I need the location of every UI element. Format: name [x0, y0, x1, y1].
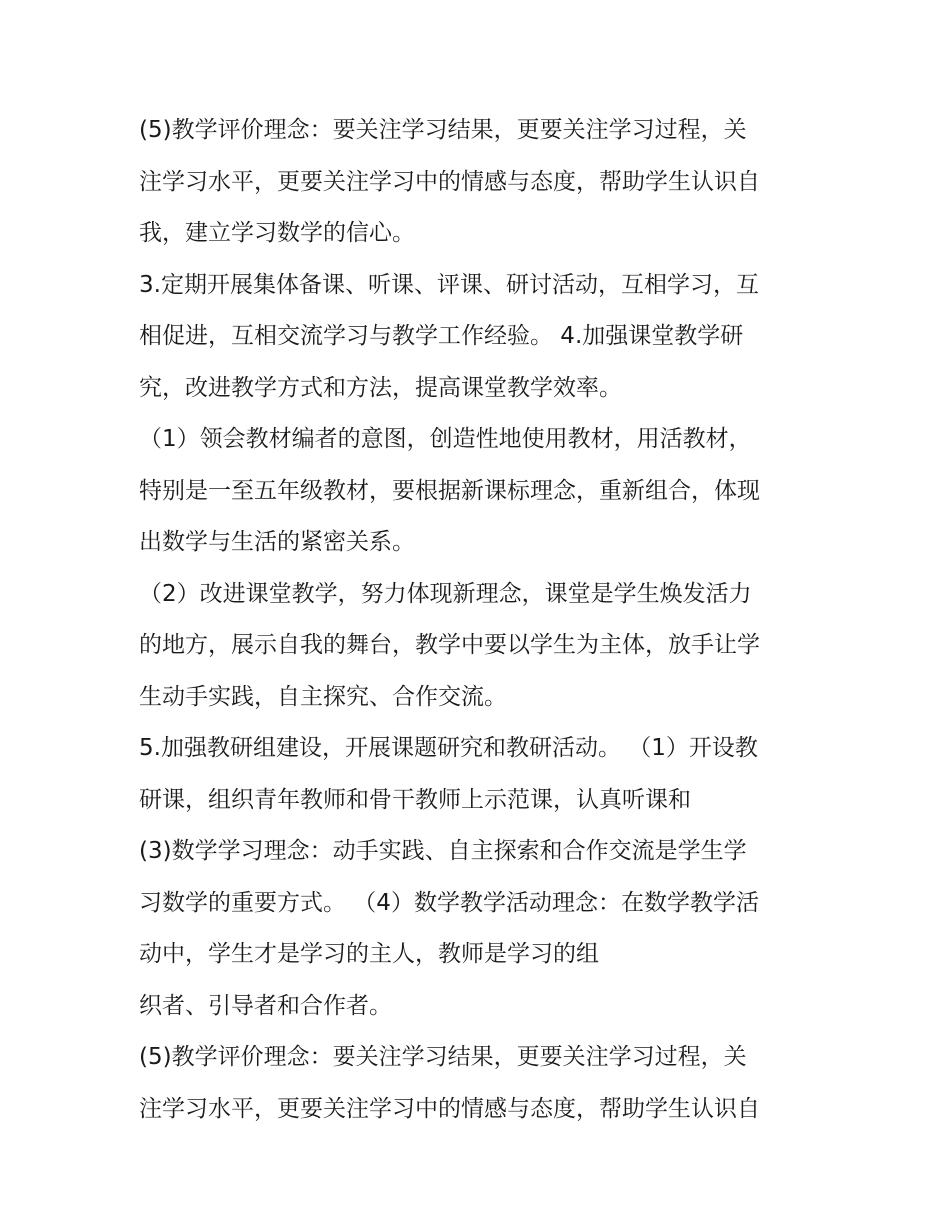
text-line: 注学习水平，更要关注学习中的情感与态度，帮助学生认识自 — [139, 1095, 760, 1122]
text-line: （1）领会教材编者的意图，创造性地使用教材，用活教材， — [139, 426, 752, 452]
text-line: 相促进，互相交流学习与教学工作经验。 4.加强课堂教学研 — [139, 323, 744, 349]
text-line: 5.加强教研组建设，开展课题研究和教研活动。 （1）开设教 — [139, 735, 758, 761]
text-line: (5)教学评价理念：要关注学习结果，更要关注学习过程，关 — [139, 1044, 747, 1070]
text-line: 动中，学生才是学习的主人，教师是学习的组 — [139, 941, 599, 967]
text-line: 究，改进教学方式和方法，提高课堂教学效率。 — [139, 374, 622, 401]
text-line: 出数学与生活的紧密关系。 — [139, 529, 415, 555]
text-line: 的地方，展示自我的舞台，教学中要以学生为主体，放手让学 — [139, 632, 760, 658]
text-line: 研课，组织青年教师和骨干教师上示范课，认真听课和 — [139, 786, 691, 813]
text-line: 习数学的重要方式。 （4）数学教学活动理念：在数学教学活 — [139, 889, 759, 916]
document-body — [139, 105, 839, 1135]
text-line: 生动手实践，自主探究、合作交流。 — [139, 683, 507, 710]
text-line: 织者、引导者和合作者。 — [139, 992, 392, 1019]
text-line: (5)教学评价理念：要关注学习结果，更要关注学习过程，关 — [139, 117, 747, 143]
text-line: 3.定期开展集体备课、听课、评课、研讨活动，互相学习，互 — [139, 271, 759, 298]
text-line: 注学习水平，更要关注学习中的情感与态度，帮助学生认识自 — [139, 168, 760, 195]
text-line: 我，建立学习数学的信心。 — [139, 220, 415, 246]
text-line: (3)数学学习理念：动手实践、自主探索和合作交流是学生学 — [139, 838, 747, 864]
text-line: （2）改进课堂教学，努力体现新理念，课堂是学生焕发活力 — [139, 580, 752, 607]
text-line: 特别是一至五年级教材，要根据新课标理念，重新组合，体现 — [139, 477, 760, 504]
